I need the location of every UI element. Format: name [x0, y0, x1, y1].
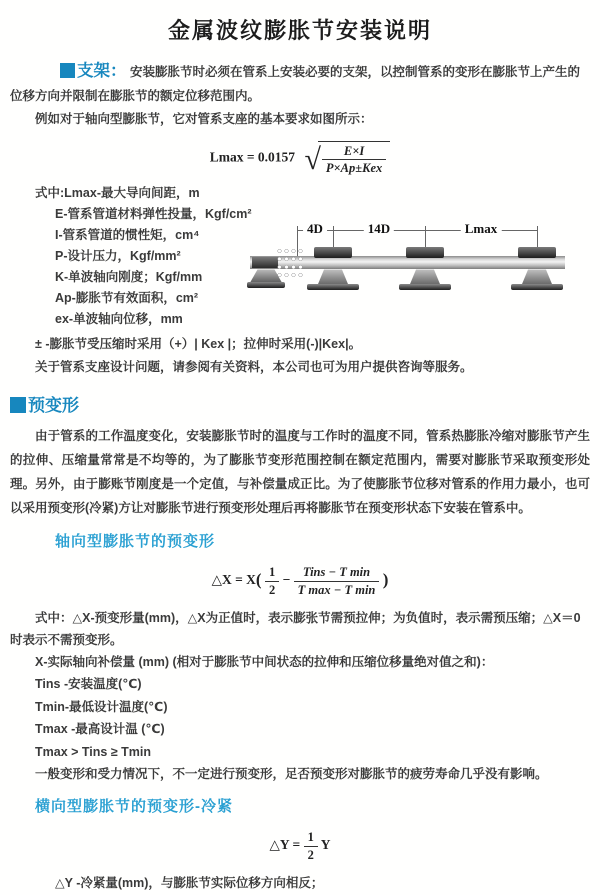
- support-intro-text: 安装膨胀节时必须在管系上安装必要的支架，以控制管系的变形在膨胀节上产生的位移方向并限制在膨胀节的额定位移范围内。: [10, 65, 580, 103]
- pipe-guide-cap: [314, 247, 352, 258]
- lateral-note: △Y -冷紧量(mm)，与膨胀节实际位移方向相反；: [55, 875, 324, 890]
- predeform-section-heading: [10, 391, 590, 416]
- predeform-section-label: 预变形: [28, 396, 79, 416]
- support-example-line: 例如对于轴向型膨胀节，它对管系支座的基本要求如图所示：: [35, 112, 373, 126]
- axial-formula-minus: −: [282, 572, 291, 588]
- definition-line: P-设计压力，Kgf/mm²: [55, 249, 181, 264]
- definition-line: K-单波轴向刚度；Kgf/mm: [55, 270, 203, 285]
- definition-line: Ap-膨胀节有效面积，cm²: [55, 291, 199, 306]
- axial-note1: 式中：△X-预变形量(mm)，△X为正值时，表示膨张节需预拉伸；为负值时，表示需预压缩；△X＝0时表示不需预变形。: [10, 611, 581, 648]
- temperature-fraction: [294, 565, 380, 597]
- sqrt-radical-icon: √: [304, 143, 321, 177]
- temperature-line: Tmax -最高设计温 (℃): [35, 722, 165, 737]
- axial-note3: 一般变形和受力情况下，不一定进行预变形，足否预变形对膨胀节的疲劳寿命几乎没有影响。: [35, 767, 548, 782]
- dim-label-14d: 14D: [364, 221, 394, 237]
- dim-label-lmax: Lmax: [461, 221, 502, 237]
- temperature-definitions: [35, 673, 590, 763]
- pipe-guide-cap: [406, 247, 444, 258]
- pipe-guide-foot: [399, 284, 451, 290]
- half-fraction-denominator: 2: [268, 582, 276, 597]
- section-bullet-icon: [60, 63, 75, 78]
- half-fraction: [265, 565, 279, 597]
- lmax-formula: [10, 141, 590, 177]
- pipe-guide-foot: [511, 284, 563, 290]
- support-section-label-text: 支架：: [77, 62, 127, 80]
- lmax-fraction: [322, 144, 386, 176]
- pm-note: ± -膨胀节受压缩时采用（+）| Kex |；拉伸时采用(-)|Kex|。: [35, 337, 362, 352]
- definitions-and-diagram: [10, 183, 590, 333]
- support-intro-paragraph: [10, 59, 590, 108]
- anchor-foot: [247, 282, 285, 288]
- consult-note: 关于管系支座设计问题，请参阅有关资料，本公司也可为用户提供咨询等服务。: [35, 360, 473, 375]
- temperature-line: Tins -安装温度(℃): [35, 677, 142, 692]
- definition-line: I-管系管道的惯性矩，cm⁴: [55, 228, 200, 243]
- support-spacing-diagram: [248, 218, 598, 310]
- lateral-formula: [10, 830, 590, 862]
- lateral-formula-lhs: △Y =: [269, 837, 301, 853]
- lmax-fraction-denominator: P×Ap±Kex: [325, 161, 383, 176]
- pipe-guide-foot: [307, 284, 359, 290]
- definition-line: 式中:Lmax-最大导向间距，m: [35, 186, 200, 201]
- axial-subsection-heading: 轴向型膨胀节的预变形: [55, 533, 216, 551]
- axial-formula: [10, 565, 590, 597]
- lmax-fraction-numerator: E×I: [322, 144, 386, 160]
- page-title: 金属波纹膨胀节安装说明: [167, 18, 432, 43]
- axial-formula-close-paren: ): [382, 570, 389, 590]
- axial-formula-lhs: △X = X: [211, 572, 256, 588]
- axial-note2: X-实际轴向补偿量 (mm) (相对于膨胀节中间状态的拉伸和压缩位移量绝对值之和)：: [35, 655, 494, 670]
- definition-line: ex-单波轴向位移，mm: [55, 312, 183, 327]
- definition-line: E-管系管道材料弹性投量，Kgf/cm²: [55, 207, 252, 222]
- lateral-formula-rhs: Y: [320, 837, 331, 853]
- sqrt-body: [318, 141, 390, 176]
- lateral-fraction-denominator: 2: [307, 847, 314, 862]
- section-bullet-icon: [10, 397, 26, 413]
- half-fraction-numerator: 1: [265, 565, 279, 581]
- lateral-fraction-numerator: 1: [304, 830, 318, 846]
- pipe-guide-cap: [518, 247, 556, 258]
- bellows-icon: [276, 247, 303, 278]
- lateral-subsection-heading: 横向型膨胀节的预变形-冷紧: [35, 798, 233, 816]
- axial-formula-open-paren: (: [255, 570, 262, 590]
- predeform-body-paragraph: 由于管系的工作温度变化，安装膨胀节时的温度与工作时的温度不同，管系热膨胀冷缩对膨胀节产生的拉伸、压缩量常常是不均等的，为了膨胀节变形范围控制在额定范围内，需要对膨胀节采取预变形处理。另外，由于膨账节刚度是一个定值，与补偿量成正比。为了使膨胀节位移对管系的作用力最小，也可以采用预变形(冷紧)方让对膨胀节进行预变形处理后再将膨胀节在预变形状态下安装在管系中。: [10, 429, 590, 516]
- anchor-cap: [252, 257, 278, 268]
- lateral-half-fraction: [304, 830, 318, 862]
- temperature-line: Tmax > Tins ≥ Tmin: [35, 744, 152, 759]
- lmax-formula-lhs: Lmax = 0.0157: [209, 149, 296, 165]
- temperature-fraction-denominator: T max − T min: [297, 582, 376, 597]
- support-section-label: [60, 62, 127, 80]
- dim-label-4d: 4D: [303, 221, 327, 237]
- temperature-line: Tmin-最低设计温度(℃): [35, 699, 168, 714]
- temperature-fraction-numerator: Tins − T min: [294, 565, 380, 581]
